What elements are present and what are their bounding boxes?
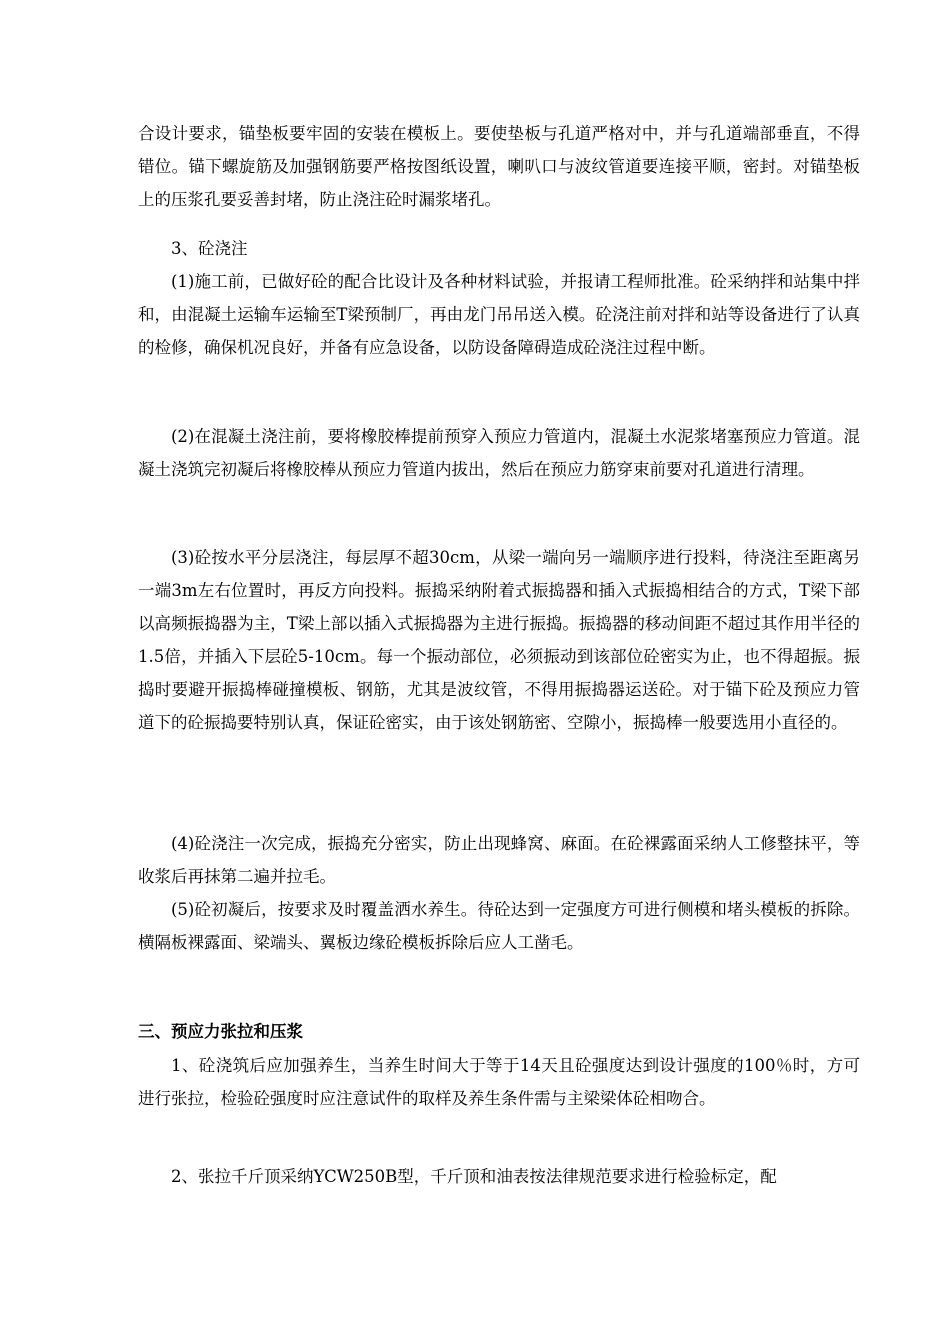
paragraph-item-4: (4)砼浇注一次完成，振捣充分密实，防止出现蜂窝、麻面。在砼裸露面采纳人工修整抹平，等收浆后再抹第二遍并拉毛。 [138,834,860,886]
paragraph-item-3: (3)砼按水平分层浇注，每层厚不超30cm，从梁一端向另一端顺序进行投料，待浇注至距离另一端3m左右位置时，再反方向投料。振捣采纳附着式振捣器和插入式振捣相结合的方式，T梁下部以高频振捣器为主，T梁上部以插入式振捣器为主进行振捣。振捣器的移动间距不超过其作用半径的1.5倍，并插入下层砼5-10cm。每一个振动部位，必须振动到该部位砼密实为止，也不得超振。振捣时要避开振捣棒碰撞模板、钢筋，尤其是波纹管，不得用振捣器运送砼。对于锚下砼及预应力管道下的砼振捣要特别认真，保证砼密实，由于该处钢筋密、空隙小，振捣棒一般要选用小直径的。 [138,548,860,732]
paragraph-item-5: (5)砼初凝后，按要求及时覆盖洒水养生。待砼达到一定强度方可进行侧模和堵头模板的拆除。横隔板裸露面、梁端头、翼板边缘砼模板拆除后应人工凿毛。 [138,900,860,952]
section-title-prestress: 三、预应力张拉和压浆 [138,1022,303,1041]
subheading-concrete-pouring: 3、砼浇注 [171,239,248,258]
paragraph-item-1: (1)施工前，已做好砼的配合比设计及各种材料试验，并报请工程师批准。砼采纳拌和站集中拌和，由混凝土运输车运输至T梁预制厂，再由龙门吊吊送入模。砼浇注前对拌和站等设备进行了认真的检修，确保机况良好，并备有应急设备，以防设备障碍造成砼浇注过程中断。 [138,272,860,357]
paragraph-item-2: (2)在混凝土浇注前，要将橡胶棒提前预穿入预应力管道内，混凝土水泥浆堵塞预应力管道。混凝土浇筑完初凝后将橡胶棒从预应力管道内拔出，然后在预应力筋穿束前要对孔道进行清理。 [138,427,860,479]
paragraph-anchor-plate: 合设计要求，锚垫板要牢固的安装在模板上。要使垫板与孔道严格对中，并与孔道端部垂直，不得错位。锚下螺旋筋及加强钢筋要严格按图纸设置，喇叭口与波纹管道要连接平顺，密封。对锚垫板上的压浆孔要妥善封堵，防止浇注砼时漏浆堵孔。 [138,124,860,209]
paragraph-section3-1: 1、砼浇筑后应加强养生，当养生时间大于等于14天且砼强度达到设计强度的100％时，方可进行张拉，检验砼强度时应注意试件的取样及养生条件需与主梁梁体砼相吻合。 [138,1056,860,1108]
paragraph-section3-2: 2、张拉千斤顶采纳YCW250B型，千斤顶和油表按法律规范要求进行检验标定，配 [171,1167,777,1186]
